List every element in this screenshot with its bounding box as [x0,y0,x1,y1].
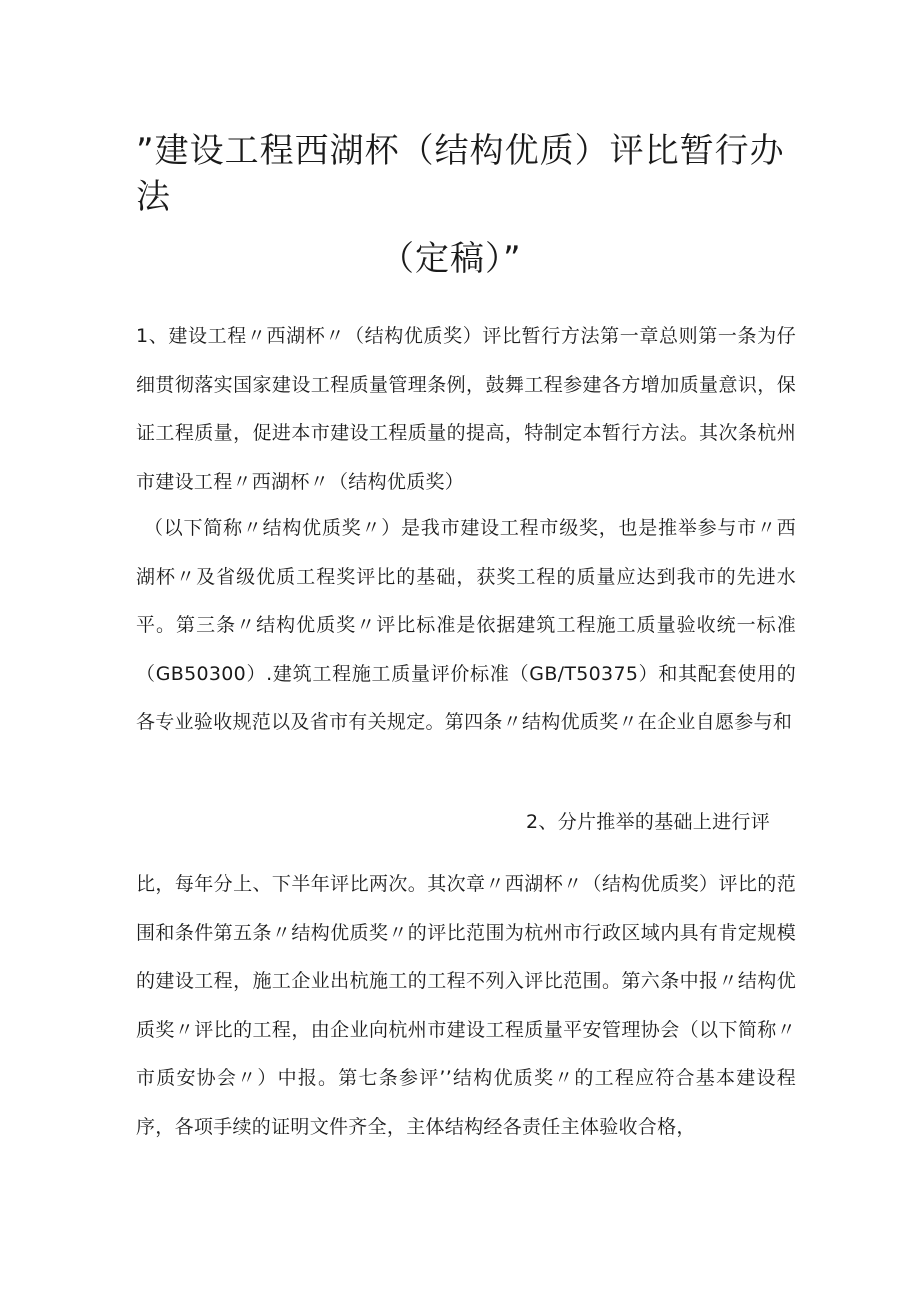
section-2-line: 2、分片推举的基础上进行评 [526,811,770,833]
document-subtitle: （定稿）” [380,239,522,279]
paragraph-1: 1、建设工程〃西湖杯〃（结构优质奖）评比暂行方法第一章总则第一条为仔细贯彻落实国家建设工程质量管理条例，鼓舞工程参建各方增加质量意识，保证工程质量，促进本市建设工程质量的提高，特制定本暂行方法。其次条杭州市建设工程〃西湖杯〃（结构优质奖） [136,325,796,493]
paragraph-2: （以下简称〃结构优质奖〃）是我市建设工程市级奖，也是推举参与市〃西湖杯〃及省级优质工程奖评比的基础，获奖工程的质量应达到我市的先进水平。第三条〃结构优质奖〃评比标准是依据建筑工程施工质量验收统一标准（GB50300）.建筑工程施工质量评价标准（GB/T50375）和其配套使用的各专业验收规范以及省市有关规定。第四条〃结构优质奖〃在企业自愿参与和 [136,517,796,733]
document-title: ”建设工程西湖杯（结构优质）评比暂行办法 [136,131,785,217]
paragraph-3: 比，每年分上、下半年评比两次。其次章〃西湖杯〃（结构优质奖）评比的范围和条件第五条〃结构优质奖〃的评比范围为杭州市行政区域内具有肯定规模的建设工程，施工企业出杭施工的工程不列入评比范围。第六条中报〃结构优质奖〃评比的工程，由企业向杭州市建设工程质量平安管理协会（以下简称〃市质安协会〃）中报。第七条参评’’结构优质奖〃的工程应符合基本建设程序，各项手续的证明文件齐全，主体结构经各责任主体验收合格， [136,873,796,1138]
